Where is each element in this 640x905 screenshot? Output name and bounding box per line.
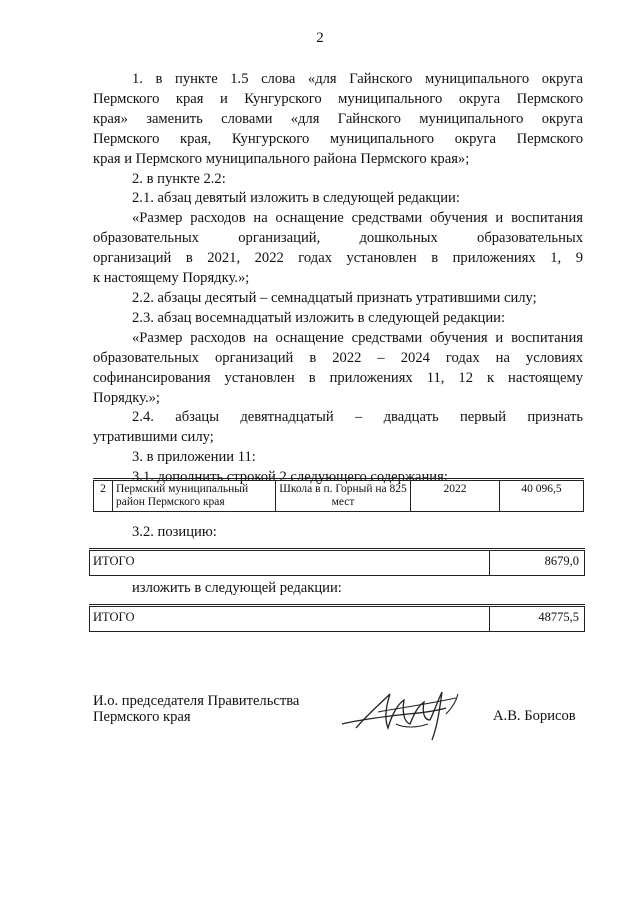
p7-line-3: софинансирования установлен в приложениях 11, 12 к настоящему: [93, 369, 583, 386]
total-old-table: [89, 548, 585, 576]
paragraph-5: 2.2. абзацы десятый – семнадцатый признать утратившими силу;: [132, 289, 537, 306]
paragraph-11-block: [93, 523, 583, 543]
row-number: 2: [94, 480, 113, 512]
signatory-title-line-2: Пермского края: [93, 709, 191, 725]
paragraph-11: 3.2. позицию:: [132, 524, 217, 540]
table-row: [90, 606, 585, 632]
page-number: 2: [316, 30, 324, 46]
row-year: 2022: [411, 480, 500, 512]
paragraph-12-block: [93, 579, 583, 599]
signatory-title-line-1: И.о. председателя Правительства: [93, 693, 300, 709]
p4-line-4: к настоящему Порядку.»;: [93, 270, 250, 287]
row-region: Пермский муниципальный район Пермского края: [113, 480, 276, 512]
paragraph-1: [93, 70, 583, 488]
signatory-title: [93, 693, 299, 725]
p7-line-1: «Размер расходов на оснащение средствами обучения и воспитания: [132, 329, 583, 346]
table-row: [94, 480, 584, 512]
inserted-row-table: [93, 478, 584, 512]
p1-line-2: Пермского края и Кунгурского муниципального округа Пермского: [93, 90, 583, 107]
p1-line-1: 1. в пункте 1.5 слова «для Гайнского муниципального округа: [132, 71, 583, 87]
total-old-label: ИТОГО: [90, 550, 490, 576]
p4-line-3: организаций в 2021, 2022 годах установлен в приложениях 1, 9: [93, 250, 583, 267]
total-new-value: 48775,5: [490, 606, 585, 632]
p8-line-1: 2.4. абзацы девятнадцатый – двадцать первый признать: [132, 409, 583, 426]
paragraph-3: 2.1. абзац девятый изложить в следующей редакции:: [132, 190, 460, 207]
paragraph-10: 3.1. дополнить строкой 2 следующего содержания:: [132, 469, 448, 486]
total-new-table: [89, 604, 585, 632]
paragraph-2: 2. в пункте 2.2:: [132, 170, 226, 187]
p1-line-3: края» заменить словами «для Гайнского муниципального округа: [93, 110, 583, 127]
p1-line-5: края и Пермского муниципального района Пермского края»;: [93, 150, 470, 167]
row-amount: 40 096,5: [500, 480, 584, 512]
table-row: [90, 550, 585, 576]
paragraph-6: 2.3. абзац восемнадцатый изложить в следующей редакции:: [132, 309, 506, 326]
p1-line-4: Пермского края, Кунгурского муниципального округа Пермского: [93, 130, 583, 147]
row-object: Школа в п. Горный на 825 мест: [276, 480, 411, 512]
p7-line-4: Порядку.»;: [93, 389, 160, 406]
total-new-label: ИТОГО: [90, 606, 490, 632]
paragraph-12: изложить в следующей редакции:: [132, 580, 342, 596]
signatory-name: А.В. Борисов: [493, 708, 576, 724]
p8-line-2: утратившими силу;: [93, 429, 214, 446]
p7-line-2: образовательных организаций в 2022 – 2024 годах на условиях: [93, 349, 583, 366]
total-old-value: 8679,0: [490, 550, 585, 576]
p4-line-1: «Размер расходов на оснащение средствами обучения и воспитания: [132, 210, 583, 227]
paragraph-9: 3. в приложении 11:: [132, 449, 256, 466]
p4-line-2: образовательных организаций, дошкольных образовательных: [93, 230, 583, 247]
handwritten-signature: [338, 684, 463, 744]
